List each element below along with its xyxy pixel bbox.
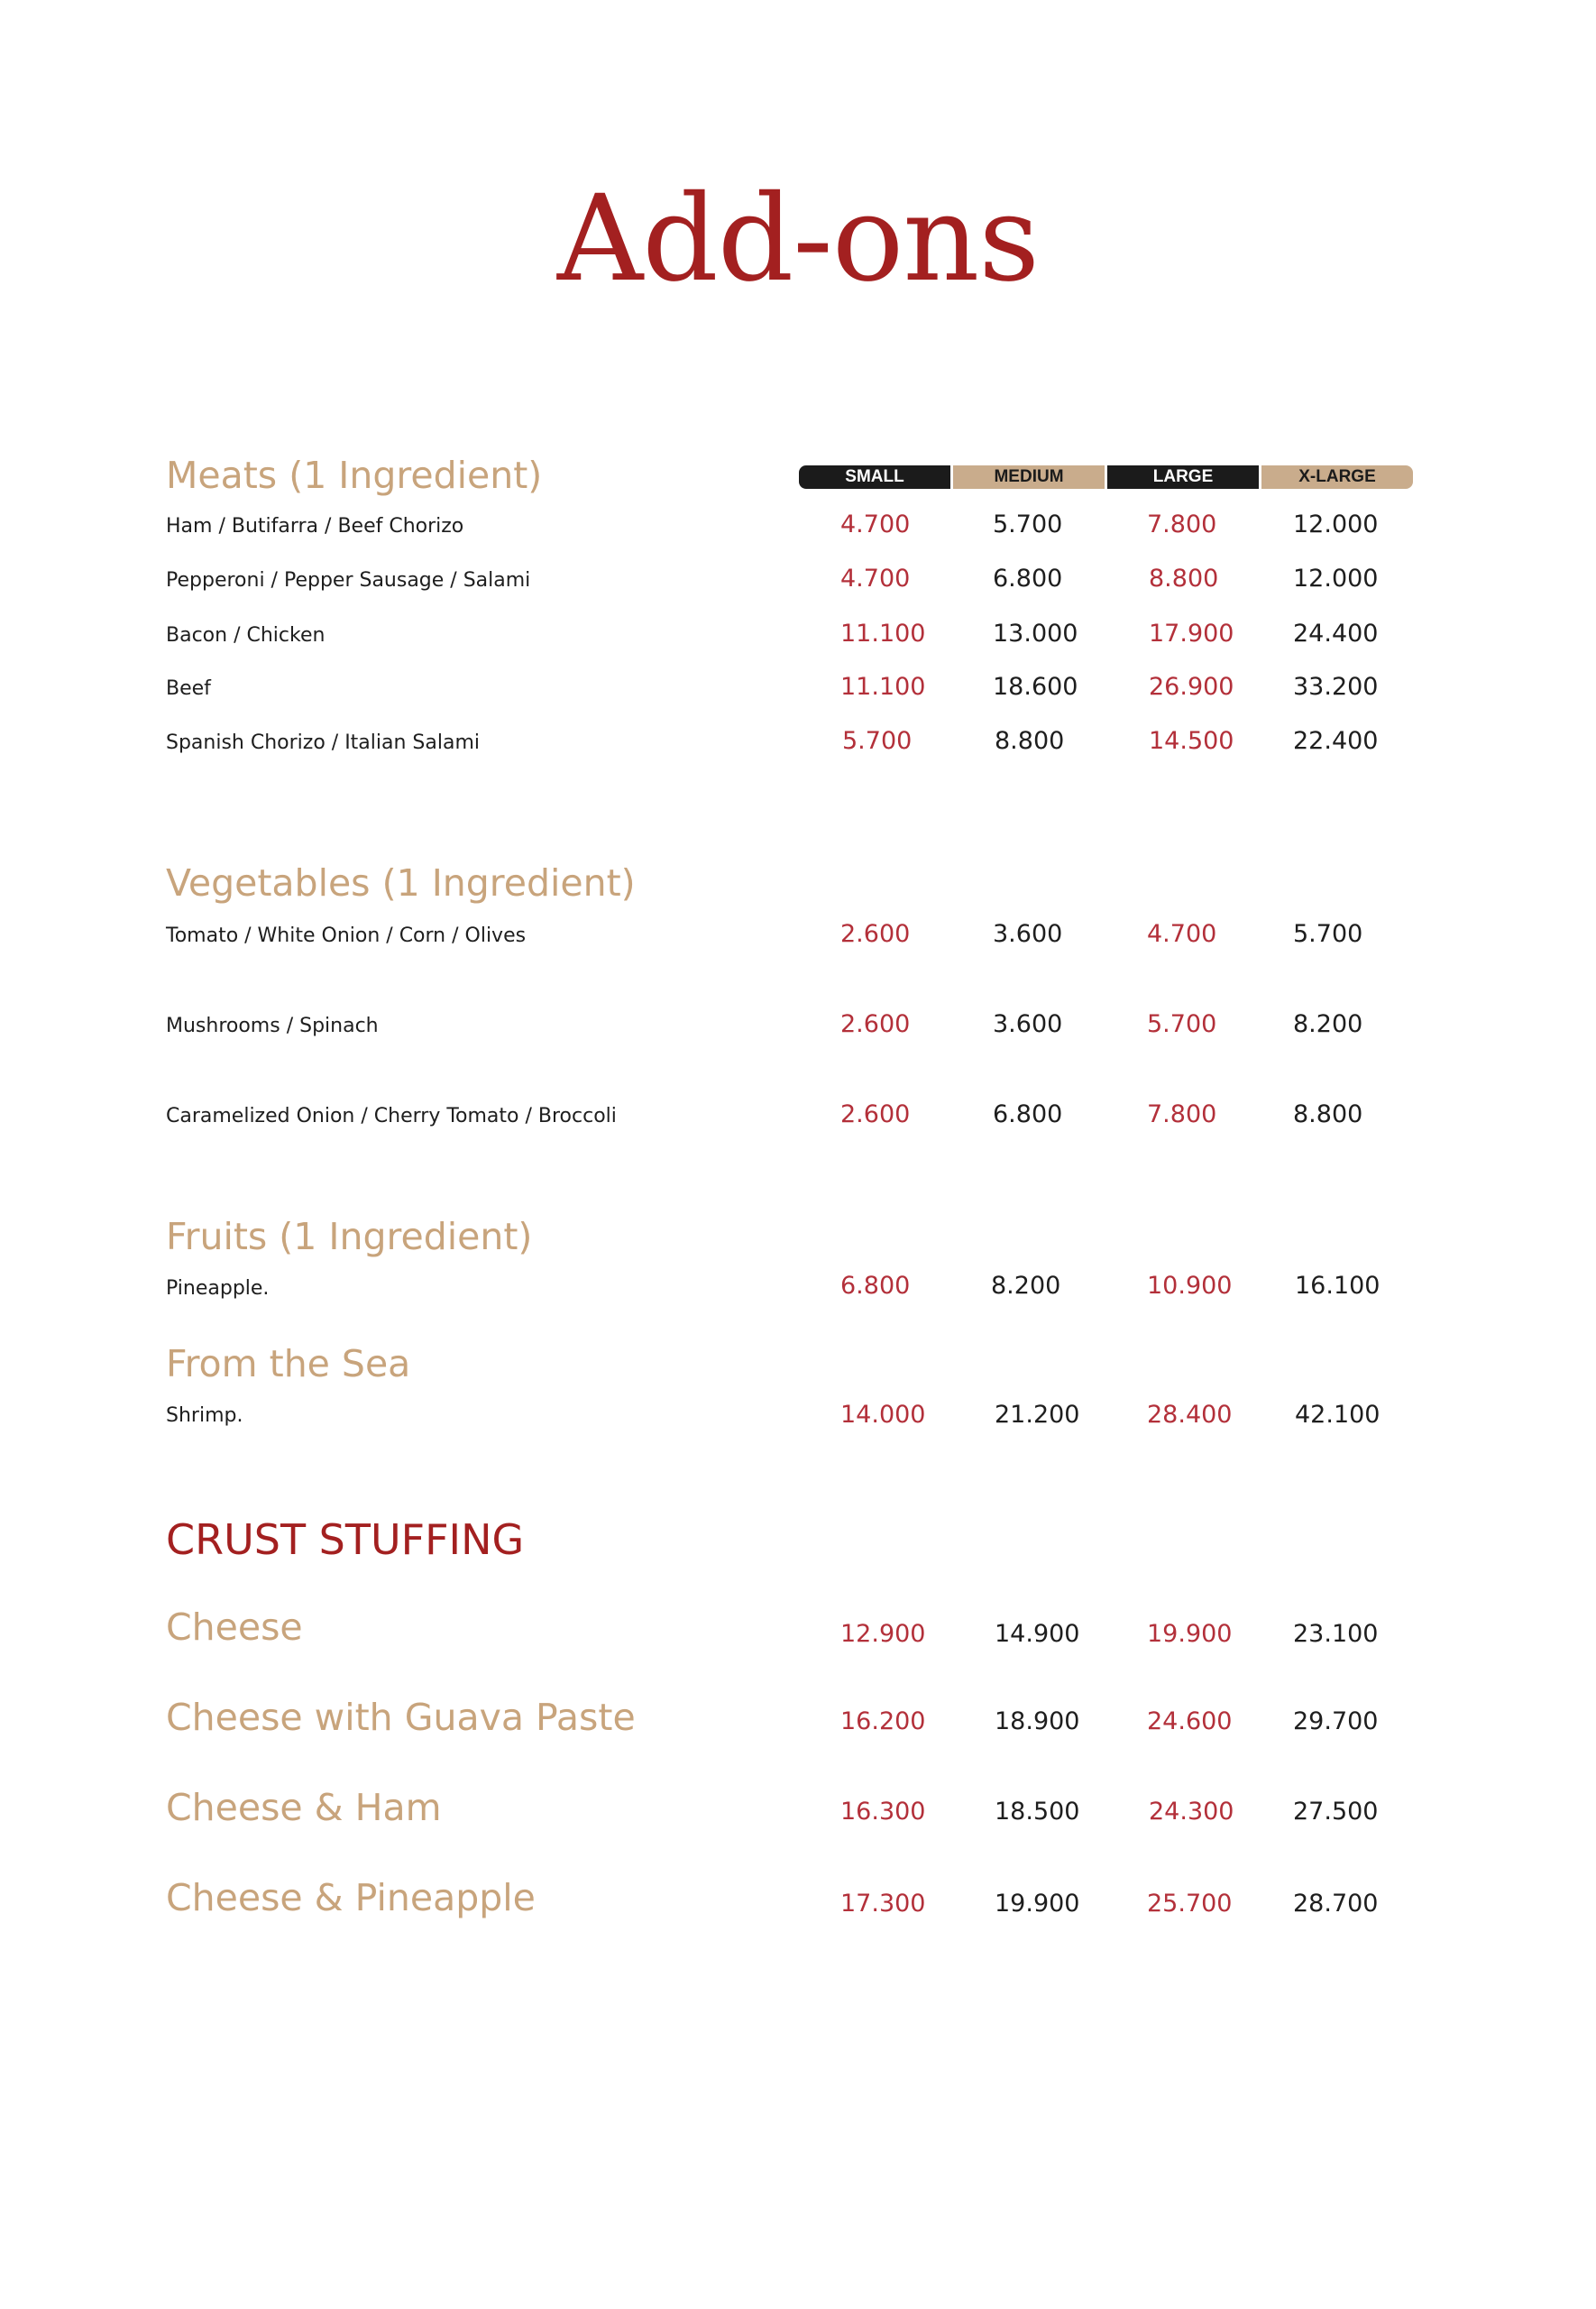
price-x-large: 28.700 bbox=[1293, 1890, 1379, 1918]
price-x-large: 12.000 bbox=[1293, 565, 1379, 593]
price-medium: 13.000 bbox=[993, 620, 1078, 648]
price-medium: 18.500 bbox=[995, 1798, 1080, 1826]
list-item: Caramelized Onion / Cherry Tomato / Broccoli bbox=[166, 1105, 617, 1127]
price-x-large: 27.500 bbox=[1293, 1798, 1379, 1826]
price-medium: 18.900 bbox=[995, 1707, 1080, 1735]
list-item: Cheese & Ham bbox=[166, 1786, 442, 1829]
list-item: Pineapple. bbox=[166, 1277, 270, 1300]
list-item: Cheese & Pineapple bbox=[166, 1876, 536, 1919]
price-medium: 6.800 bbox=[993, 565, 1063, 593]
price-medium: 3.600 bbox=[993, 1010, 1063, 1038]
price-medium: 21.200 bbox=[995, 1401, 1080, 1429]
price-x-large: 33.200 bbox=[1293, 673, 1379, 701]
size-medium: MEDIUM bbox=[953, 465, 1105, 489]
size-small: SMALL bbox=[799, 465, 950, 489]
list-item: Shrimp. bbox=[166, 1404, 243, 1427]
price-medium: 19.900 bbox=[995, 1890, 1080, 1918]
price-large: 26.900 bbox=[1149, 673, 1234, 701]
list-item: Ham / Butifarra / Beef Chorizo bbox=[166, 515, 464, 538]
section-fruits: Fruits (1 Ingredient) bbox=[166, 1215, 533, 1258]
page-title: Add-ons bbox=[556, 170, 1040, 308]
price-medium: 8.800 bbox=[995, 727, 1065, 755]
price-medium: 8.200 bbox=[991, 1272, 1061, 1300]
price-x-large: 5.700 bbox=[1293, 920, 1363, 948]
size-large: LARGE bbox=[1107, 465, 1259, 489]
price-x-large: 8.200 bbox=[1293, 1010, 1363, 1038]
price-x-large: 42.100 bbox=[1295, 1401, 1380, 1429]
price-large: 28.400 bbox=[1147, 1401, 1233, 1429]
price-large: 5.700 bbox=[1147, 1010, 1217, 1038]
price-small: 6.800 bbox=[840, 1272, 911, 1300]
price-large: 10.900 bbox=[1147, 1272, 1233, 1300]
price-small: 2.600 bbox=[840, 1100, 911, 1128]
list-item: Spanish Chorizo / Italian Salami bbox=[166, 731, 481, 754]
price-large: 24.300 bbox=[1149, 1798, 1234, 1826]
list-item: Cheese bbox=[166, 1605, 303, 1649]
list-item: Tomato / White Onion / Corn / Olives bbox=[166, 925, 527, 947]
price-small: 14.000 bbox=[840, 1401, 926, 1429]
price-small: 11.100 bbox=[840, 620, 926, 648]
price-small: 17.300 bbox=[840, 1890, 926, 1918]
price-large: 8.800 bbox=[1149, 565, 1219, 593]
price-small: 4.700 bbox=[840, 565, 911, 593]
section-meats: Meats (1 Ingredient) bbox=[166, 454, 543, 497]
price-medium: 14.900 bbox=[995, 1620, 1080, 1648]
price-large: 7.800 bbox=[1147, 511, 1217, 538]
price-large: 17.900 bbox=[1149, 620, 1234, 648]
list-item: Mushrooms / Spinach bbox=[166, 1015, 379, 1037]
price-x-large: 8.800 bbox=[1293, 1100, 1363, 1128]
price-x-large: 22.400 bbox=[1293, 727, 1379, 755]
price-small: 11.100 bbox=[840, 673, 926, 701]
price-large: 14.500 bbox=[1149, 727, 1234, 755]
section-vegetables: Vegetables (1 Ingredient) bbox=[166, 861, 636, 905]
price-large: 25.700 bbox=[1147, 1890, 1233, 1918]
price-large: 7.800 bbox=[1147, 1100, 1217, 1128]
section-from-the-sea: From the Sea bbox=[166, 1342, 411, 1385]
price-small: 2.600 bbox=[840, 1010, 911, 1038]
price-medium: 6.800 bbox=[993, 1100, 1063, 1128]
list-item: Pepperoni / Pepper Sausage / Salami bbox=[166, 569, 531, 592]
price-x-large: 24.400 bbox=[1293, 620, 1379, 648]
list-item: Cheese with Guava Paste bbox=[166, 1696, 636, 1739]
price-x-large: 23.100 bbox=[1293, 1620, 1379, 1648]
price-small: 12.900 bbox=[840, 1620, 926, 1648]
size-x-large: X-LARGE bbox=[1261, 465, 1413, 489]
price-small: 5.700 bbox=[842, 727, 913, 755]
price-large: 24.600 bbox=[1147, 1707, 1233, 1735]
list-item: Bacon / Chicken bbox=[166, 624, 326, 647]
price-x-large: 29.700 bbox=[1293, 1707, 1379, 1735]
price-large: 19.900 bbox=[1147, 1620, 1233, 1648]
price-large: 4.700 bbox=[1147, 920, 1217, 948]
price-small: 2.600 bbox=[840, 920, 911, 948]
price-medium: 5.700 bbox=[993, 511, 1063, 538]
price-x-large: 16.100 bbox=[1295, 1272, 1380, 1300]
price-x-large: 12.000 bbox=[1293, 511, 1379, 538]
price-small: 4.700 bbox=[840, 511, 911, 538]
section-crust-stuffing: CRUST STUFFING bbox=[166, 1515, 525, 1564]
price-medium: 18.600 bbox=[993, 673, 1078, 701]
price-small: 16.300 bbox=[840, 1798, 926, 1826]
price-medium: 3.600 bbox=[993, 920, 1063, 948]
list-item: Beef bbox=[166, 677, 211, 700]
price-small: 16.200 bbox=[840, 1707, 926, 1735]
